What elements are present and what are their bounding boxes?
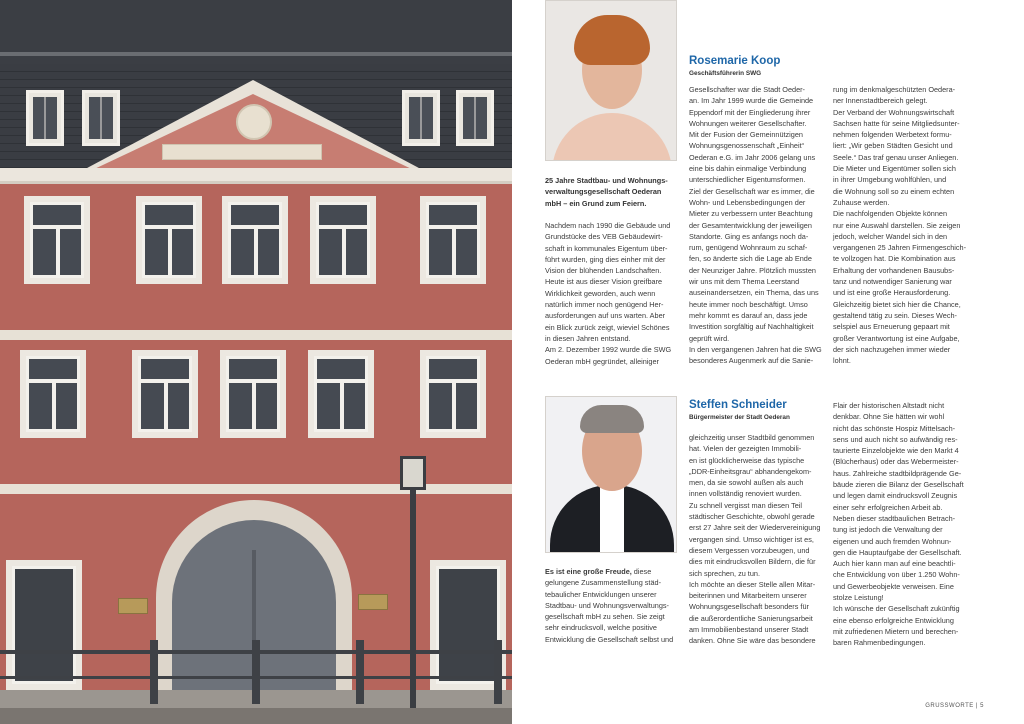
text-line: Ziel der Gesellschaft war es immer, die [689,186,815,196]
text-line: in diesen Jahren entstand. [545,333,631,343]
pediment-crest [236,104,272,140]
portrait-shirt [600,485,624,553]
text-line: und legen damit eindrucksvoll Zeugnis [833,491,958,501]
koop-text-column-1 [545,220,685,367]
koop-text-column-3 [833,84,978,366]
text-line: Eppendorf mit der Eingliederung ihrer [689,107,811,117]
text-line: Gleichzeitig bietet sich hier die Chance, [833,299,961,309]
text-line: Wohnungsgesellschaft besonders für [689,602,809,612]
text-line: baren Rahmenbedingungen. [833,638,926,648]
text-line: ein Blick zurück zeigt, wieviel Schönes [545,322,670,332]
window [24,196,90,284]
text-line: „DDR-Einheitsgrau“ abhandengekom- [689,466,812,476]
pediment-inscription [162,144,322,160]
text-line: Wohnungen weiterer Gesellschafter. [689,118,807,128]
text-line: Die nachfolgenden Objekte können [833,209,947,219]
text-line: unterschiedlicher Eigentumsformen. [689,175,806,185]
text-line: lohnt. [833,356,851,366]
text-line: dies mit eindrucksvollen Bildern, die für [689,557,816,567]
text-line: sehr eindrucksvoll, welche positive [545,623,657,633]
text-line: innen vollständig renoviert wurden. [689,489,802,499]
text-line: mit zufriedenen Mietern und berechen- [833,626,959,636]
text-line: taurierte Einzelobjekte wie den Markt 4 [833,446,959,456]
text-line: te vollzogen hat. Die Kombination aus [833,254,956,264]
text-line: en ist glücklicherweise das typische [689,455,805,465]
text-line: Standorte. Ging es anfangs noch da- [689,231,809,241]
text-line: erst 27 Jahre seit der Wiedervereinigung [689,523,821,533]
text-line: Nachdem nach 1990 die Gebäude und [545,221,671,230]
text-line: Zu schnell vergisst man diesen Teil [689,500,803,510]
schneider-text-column-2 [689,432,829,647]
text-line: Flair der historischen Altstadt nicht [833,401,945,410]
text-line: städtischer Geschichte, obwohl gerade [689,512,815,522]
text-line: jedoch, welcher Wandel sich in den [833,231,948,241]
dormer-window [26,90,64,146]
text-line: danken. Ohne Sie wäre das besondere [689,636,816,646]
text-line: nur eine Auswahl darstellen. Sie zeigen [833,220,961,230]
floor-band [0,484,512,494]
text-line: Wohnungsgenossenschaft „Einheit“ [689,141,805,151]
text-line: auseinandersetzen, ein Thema, das uns [689,288,819,298]
railing-post [252,640,260,704]
text-line: Auch hier kann man auf eine beachtli- [833,559,956,569]
text-line: ausforderungen auf uns warten. Aber [545,311,666,321]
text-line: sich sprechen, zu tun. [689,568,760,578]
text-line: nicht das schönste Hospiz Mittelsach- [833,423,956,433]
text-line: Ich möchte an dieser Stelle allen Mitar- [689,579,816,589]
text-line: Heute ist aus dieser Vision greifbare [545,277,663,287]
text-line: tanz und notwendiger Sanierung war [833,277,952,287]
text-line: Die Mieter und Eigentümer sollen sich [833,164,956,174]
window [20,350,86,438]
text-line: Oederan e.G. im Jahr 2006 gelang uns [689,152,816,162]
portrait-hair [574,15,650,65]
schneider-text-column-3 [833,400,978,649]
text-line: mehr kommt es darauf an, dass jede [689,310,808,320]
text-line: Erhaltung der vorhandenen Bausubs- [833,265,955,275]
text-line: sens und auch nicht so aufwändig res- [833,434,958,444]
text-line: die außerordentliche Sanierungsarbeit [689,613,813,623]
text-line: geprüft wird. [689,333,730,343]
floor-band [0,330,512,340]
text-line: haus. Zahlreiche stadtbildprägende Ge- [833,468,962,478]
railing-post [150,640,158,704]
text-line: beiterinnen und Mitarbeitern unserer [689,591,807,601]
text-line: selspiel aus Erneuerung gepaart mit [833,322,950,332]
text-line: Stadtbau- und Wohnungsverwaltungs- [545,600,669,610]
text-line: Seele.“ Das traf genau unser Anliegen. [833,152,959,162]
text-line: gestaltend tätig zu sein. Dieses Wech- [833,310,957,320]
text-line: Wohn- und Lebensbedingungen der [689,197,806,207]
text-line: am Immobilienbestand unserer Stadt [689,625,809,635]
text-line: wir uns mit dem Thema Leerstand [689,277,800,287]
text-line: hat. Vielen der gezeigten Immobili- [689,444,802,454]
pavement [0,708,512,724]
roof-rail [0,52,512,56]
street-lamp-pole [410,468,416,708]
koop-lead: 25 Jahre Stadtbau- und Wohnungs- verwaltungsgesellschaft Oederan mbH – ein Grund zum Feiern. [545,176,668,208]
text-line: tung ist jedoch die Verwaltung der [833,525,943,535]
text-line: diesem Vergessen vorzubeugen, und [689,545,810,555]
text-line: gleichzeitig unser Stadtbild genommen [689,433,815,442]
text-line: Am 2. Dezember 1992 wurde die SWG [545,345,672,355]
brass-plate [358,594,388,610]
text-line: eine ebenso erfolgreiche Entwicklung [833,615,954,625]
text-line: fen, so änderte sich die Lage ab Ende [689,254,812,264]
cornice [0,168,512,184]
railing-post [494,640,502,704]
text-line: che Entwicklung von über 1.250 Wohn- [833,570,960,580]
text-line: Oederan mbH gegründet, alleiniger [545,356,659,366]
text-line: Gesellschafter war die Stadt Oeder- [689,85,805,94]
text-line: der sich nachzugehen immer wieder [833,344,951,354]
window [132,350,198,438]
schneider-name: Steffen Schneider [689,399,787,411]
schneider-lead-rest: diese [631,567,652,576]
window [420,196,486,284]
schneider-lead: Es ist eine große Freude, [545,567,632,576]
text-line: In den vergangenen Jahren hat die SWG [689,344,822,354]
text-line: eine bis dahin einmalige Verbindung [689,164,807,174]
text-line: einer sehr erfolgreichen Arbeit ab. [833,502,943,512]
window [222,196,288,284]
text-line: besonderes Augenmerk auf die Sanie- [689,356,814,366]
window [136,196,202,284]
text-line: heute immer noch beschäftigt. Umso [689,299,808,309]
page-footer: GRUSSWORTE | 5 [925,703,984,709]
koop-name: Rosemarie Koop [689,55,781,67]
text-line: natürlich immer noch genügend Her- [545,300,664,310]
street-lamp [400,456,426,490]
text-line: bäude zieren die Bilanz der Gesellschaft [833,480,964,490]
text-line: gelungene Zusammenstellung städ- [545,578,662,588]
text-line: führt wurden, ging dies einher mit der [545,254,666,264]
text-line: die Wohnung soll so zu einem echten [833,186,955,196]
railing-post [356,640,364,704]
text-line: Investition sorgfältig auf Nachhaltigkeit [689,322,814,332]
text-line: gen die Hauptaufgabe der Gesellschaft. [833,547,962,557]
text-line: tebaulicher Entwicklungen unserer [545,589,657,599]
text-line: Der Verband der Wohnungswirtschaft [833,107,955,117]
text-line: vergangen sind. Umso wichtiger ist es, [689,534,814,544]
text-line: liert: „Wir geben Städten Gesicht und [833,141,953,151]
text-line: rung im denkmalgeschützten Oedera- [833,85,956,94]
text-line: Wirklichkeit geworden, auch wenn [545,288,656,298]
text-line: und ist eine große Herausforderung. [833,288,951,298]
portrait-hair [580,405,644,433]
text-line: Mieter zu verbessern unter Beachtung [689,209,813,219]
text-line: rum, genügend Wohnraum zu schaf- [689,243,808,253]
text-line: eigenen und auch fremden Wohnun- [833,536,952,546]
text-line: ner Innenstadtbereich gelegt. [833,96,928,106]
text-line: Entwicklung die Gesellschaft selbst und [545,634,674,644]
text-line: Grundstücke des VEB Gebäudewirt- [545,232,663,242]
koop-role: Geschäftsführerin SWG [689,70,762,77]
shop-window [6,560,82,690]
text-line: großer Verantwortung ist eine Aufgabe, [833,333,960,343]
text-line: und Gewerbeobjekte verweisen. Eine [833,581,954,591]
portrait-koop [545,0,677,161]
window [310,196,376,284]
text-line: Vision der blühenden Landschaften. [545,266,662,276]
text-line: Ich wünsche der Gesellschaft zukünftig [833,604,960,614]
dormer-window [456,90,494,146]
text-line: gesellschaft mbH zu sehen. Sie zeigt [545,612,665,622]
text-line: in ihrer Umgebung wohlfühlen, und [833,175,947,185]
schneider-text-column-1 [545,566,685,645]
text-line: stolze Leistung! [833,593,884,603]
window [420,350,486,438]
text-line: der Gesamtentwicklung der jeweiligen [689,220,812,230]
text-line: (Blücherhaus) oder das Webermeister- [833,457,959,467]
text-line: Neben dieser stadtbaulichen Betrach- [833,513,956,523]
window [220,350,286,438]
text-line: Zuhause werden. [833,197,890,207]
text-line: schaft in kommunales Eigentum über- [545,243,668,253]
text-line: vergangenen 25 Jahren Firmengeschich- [833,243,967,253]
text-line: an. Im Jahr 1999 wurde die Gemeinde [689,96,814,106]
portrait-body [552,113,672,161]
roof [0,0,512,64]
text-line: der Neunziger Jahre. Plötzlich mussten [689,265,816,275]
text-line: men, da sie sowohl außen als auch [689,478,804,488]
text-line: Sachsen hatte für seine Mitgliedsunter- [833,118,960,128]
brass-plate [118,598,148,614]
text-line: denkbar. Ohne Sie hätten wir wohl [833,412,945,422]
koop-text-column-2 [689,84,829,366]
schneider-role: Bürgermeister der Stadt Oederan [689,414,790,421]
window [308,350,374,438]
text-line: nehmen folgenden Werbetext formu- [833,130,952,140]
text-line: Mit der Fusion der Gemeinnützigen [689,130,803,140]
portrait-schneider [545,396,677,553]
